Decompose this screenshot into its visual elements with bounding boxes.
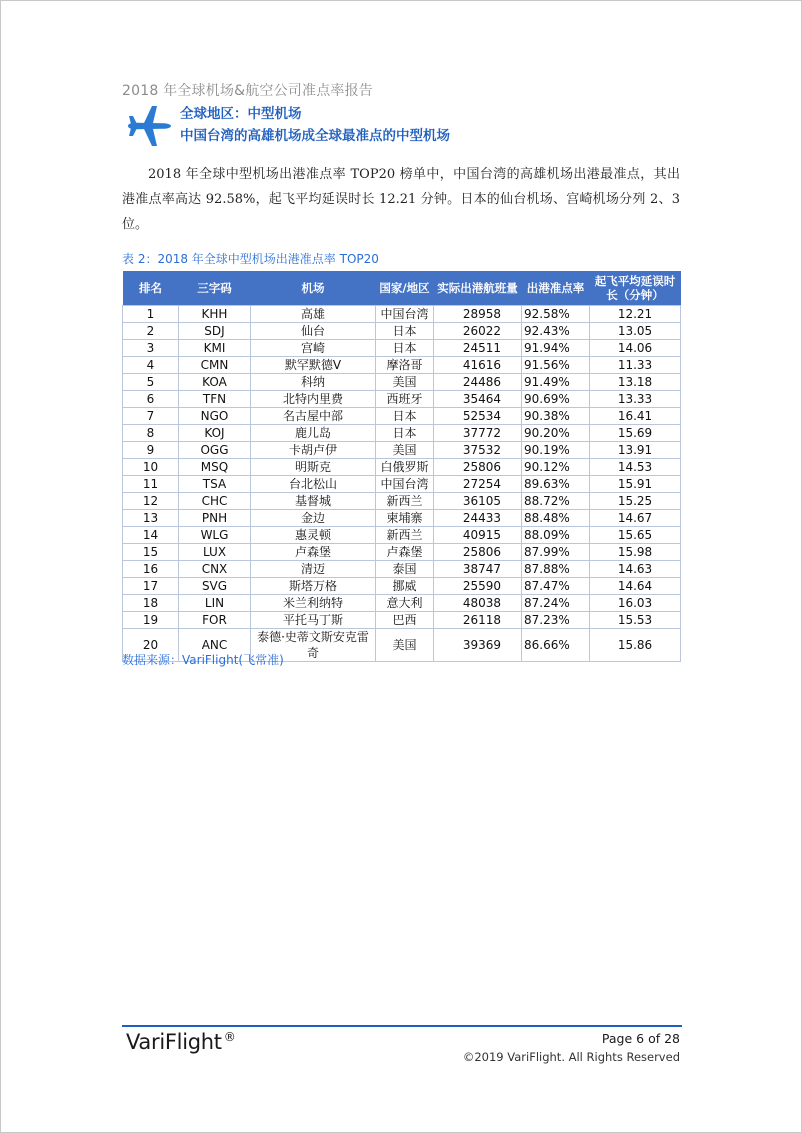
table-row [123,442,681,459]
table-cell: 39369 [434,629,522,662]
table-row [123,493,681,510]
logo-text-vari: Vari [126,1030,165,1054]
intro-paragraph: 2018 年全球中型机场出港准点率 TOP20 榜单中，中国台湾的高雄机场出港最准点，其出港准点率高达 92.58%，起飞平均延误时长 12.21 分钟。日本的仙台机场、宫崎机场分列 2、3 位。 [122,167,680,232]
table-cell: 15.69 [590,425,681,442]
table-cell: PNH [179,510,251,527]
table-cell: CHC [179,493,251,510]
table-cell: 日本 [376,425,434,442]
table-cell: 26022 [434,323,522,340]
table-cell: 92.58% [522,306,590,323]
table-cell: 15.86 [590,629,681,662]
table-cell: 14.63 [590,561,681,578]
table-caption: 表 2：2018 年全球中型机场出港准点率 TOP20 [122,252,379,266]
table-cell: 15.65 [590,527,681,544]
table-cell: CNX [179,561,251,578]
table-cell: 13.18 [590,374,681,391]
table-cell: 87.23% [522,612,590,629]
table-cell: 89.63% [522,476,590,493]
table-cell: 90.20% [522,425,590,442]
table-cell: 2 [123,323,179,340]
column-header: 机场 [251,271,376,306]
table-body [123,306,681,662]
table-cell: 意大利 [376,595,434,612]
table-cell: 挪威 [376,578,434,595]
table-cell: 卢森堡 [376,544,434,561]
airport-ranking-table [122,271,681,662]
table-cell: LIN [179,595,251,612]
table-cell: 白俄罗斯 [376,459,434,476]
table-cell: 86.66% [522,629,590,662]
table-row [123,595,681,612]
page-number: Page 6 of 28 [601,1031,680,1046]
column-header: 出港准点率 [522,271,590,306]
table-cell: 泰国 [376,561,434,578]
table-cell: 高雄 [251,306,376,323]
table-row [123,510,681,527]
table-cell: 13 [123,510,179,527]
table-cell: 41616 [434,357,522,374]
table-cell: 14.67 [590,510,681,527]
table-cell: 米兰利纳特 [251,595,376,612]
table-cell: 52534 [434,408,522,425]
copyright-note: ©2019 VariFlight. All Rights Reserved [462,1050,680,1064]
table-cell: 基督城 [251,493,376,510]
table-cell: 88.48% [522,510,590,527]
table-cell: 斯塔万格 [251,578,376,595]
table-header-row [123,271,681,306]
table-cell: 新西兰 [376,493,434,510]
table-cell: 24511 [434,340,522,357]
table-cell: 平托马丁斯 [251,612,376,629]
table-cell: 惠灵顿 [251,527,376,544]
logo-text-flight: Flight [164,1030,222,1054]
table-cell: 15.91 [590,476,681,493]
table-cell: 卡胡卢伊 [251,442,376,459]
table-cell: 87.88% [522,561,590,578]
table-cell: 27254 [434,476,522,493]
table-cell: 19 [123,612,179,629]
table-cell: 北特内里费 [251,391,376,408]
running-title: 2018 年全球机场&航空公司准点率报告 [122,83,373,99]
table-cell: 90.69% [522,391,590,408]
table-cell: 科纳 [251,374,376,391]
table-row [123,340,681,357]
table-row [123,306,681,323]
table-cell: 8 [123,425,179,442]
table-cell: OGG [179,442,251,459]
section-heading-line1: 全球地区：中型机场 [180,106,302,122]
table-row [123,374,681,391]
table-cell: 20 [123,629,179,662]
table-cell: 90.38% [522,408,590,425]
table-cell: 87.24% [522,595,590,612]
table-cell: 卢森堡 [251,544,376,561]
table-cell: 88.72% [522,493,590,510]
table-cell: 6 [123,391,179,408]
table-cell: CMN [179,357,251,374]
table-cell: 1 [123,306,179,323]
table-cell: 17 [123,578,179,595]
section-heading-line2: 中国台湾的高雄机场成全球最准点的中型机场 [180,128,450,144]
table-row [123,391,681,408]
table-cell: 92.43% [522,323,590,340]
table-cell: 15.53 [590,612,681,629]
table-cell: 37532 [434,442,522,459]
table-cell: ANC [179,629,251,662]
table-cell: 4 [123,357,179,374]
airplane-icon [126,103,172,149]
table-cell: 鹿儿岛 [251,425,376,442]
table-cell: 14.64 [590,578,681,595]
table-cell: 18 [123,595,179,612]
table-cell: FOR [179,612,251,629]
table-cell: KMI [179,340,251,357]
table-cell: 14.06 [590,340,681,357]
table-cell: 15.25 [590,493,681,510]
table-cell: 台北松山 [251,476,376,493]
section-heading [180,103,450,147]
table-row [123,544,681,561]
table-cell: 泰德·史蒂文斯安克雷奇 [251,629,376,662]
table-cell: 中国台湾 [376,476,434,493]
table-cell: 14 [123,527,179,544]
table-cell: 35464 [434,391,522,408]
table-row [123,459,681,476]
table-cell: 25806 [434,459,522,476]
table-cell: 91.94% [522,340,590,357]
table-cell: TFN [179,391,251,408]
table-cell: 9 [123,442,179,459]
table-cell: NGO [179,408,251,425]
table-cell: 3 [123,340,179,357]
table-cell: 默罕默德V [251,357,376,374]
table-row [123,561,681,578]
table-row [123,425,681,442]
table-cell: 25806 [434,544,522,561]
table-cell: 16 [123,561,179,578]
table-cell: 13.91 [590,442,681,459]
table-cell: 88.09% [522,527,590,544]
data-source-note: 数据来源：VariFlight(飞常准) [122,653,284,667]
table-cell: 金边 [251,510,376,527]
table-cell: 明斯克 [251,459,376,476]
table-cell: MSQ [179,459,251,476]
table-cell: 13.33 [590,391,681,408]
logo-registered-mark: ® [223,1030,236,1044]
table-cell: LUX [179,544,251,561]
table-cell: 87.47% [522,578,590,595]
table-row [123,357,681,374]
table-row [123,612,681,629]
table-cell: SVG [179,578,251,595]
table-cell: 48038 [434,595,522,612]
column-header: 实际出港航班量 [434,271,522,306]
table-cell: 美国 [376,442,434,459]
table-cell: 11.33 [590,357,681,374]
table-cell: TSA [179,476,251,493]
table-cell: 美国 [376,629,434,662]
table-cell: 清迈 [251,561,376,578]
table-cell: 宫崎 [251,340,376,357]
table-row [123,408,681,425]
table-row [123,476,681,493]
variflight-logo [126,1030,235,1054]
table-row [123,578,681,595]
column-header: 排名 [123,271,179,306]
table-cell: 24486 [434,374,522,391]
table-row [123,527,681,544]
table-cell: 91.49% [522,374,590,391]
table-cell: 名古屋中部 [251,408,376,425]
table-cell: 西班牙 [376,391,434,408]
table-cell: 日本 [376,340,434,357]
table-cell: 15 [123,544,179,561]
table-cell: 10 [123,459,179,476]
table-cell: 日本 [376,408,434,425]
table-cell: 28958 [434,306,522,323]
table-cell: 37772 [434,425,522,442]
table-cell: WLG [179,527,251,544]
column-header: 三字码 [179,271,251,306]
table-cell: 13.05 [590,323,681,340]
table-cell: 87.99% [522,544,590,561]
table-cell: 15.98 [590,544,681,561]
table-cell: 中国台湾 [376,306,434,323]
table-row [123,323,681,340]
table-cell: 91.56% [522,357,590,374]
table-cell: KOJ [179,425,251,442]
table-cell: 11 [123,476,179,493]
table-cell: 24433 [434,510,522,527]
table-cell: 36105 [434,493,522,510]
column-header: 国家/地区 [376,271,434,306]
table-cell: 26118 [434,612,522,629]
table-cell: 7 [123,408,179,425]
table-cell: 12 [123,493,179,510]
table-cell: KOA [179,374,251,391]
table-cell: 16.03 [590,595,681,612]
column-header: 起飞平均延误时长（分钟） [590,271,681,306]
table-cell: KHH [179,306,251,323]
table-cell: 16.41 [590,408,681,425]
table-cell: 新西兰 [376,527,434,544]
table-cell: 5 [123,374,179,391]
table-cell: 美国 [376,374,434,391]
table-cell: 柬埔寨 [376,510,434,527]
table-cell: 38747 [434,561,522,578]
table-cell: 40915 [434,527,522,544]
table-cell: 25590 [434,578,522,595]
footer-divider [122,1025,682,1027]
table-cell: 90.12% [522,459,590,476]
table-cell: 14.53 [590,459,681,476]
table-cell: 摩洛哥 [376,357,434,374]
table-cell: 12.21 [590,306,681,323]
table-cell: 仙台 [251,323,376,340]
table-cell: SDJ [179,323,251,340]
table-cell: 日本 [376,323,434,340]
table-cell: 巴西 [376,612,434,629]
table-cell: 90.19% [522,442,590,459]
